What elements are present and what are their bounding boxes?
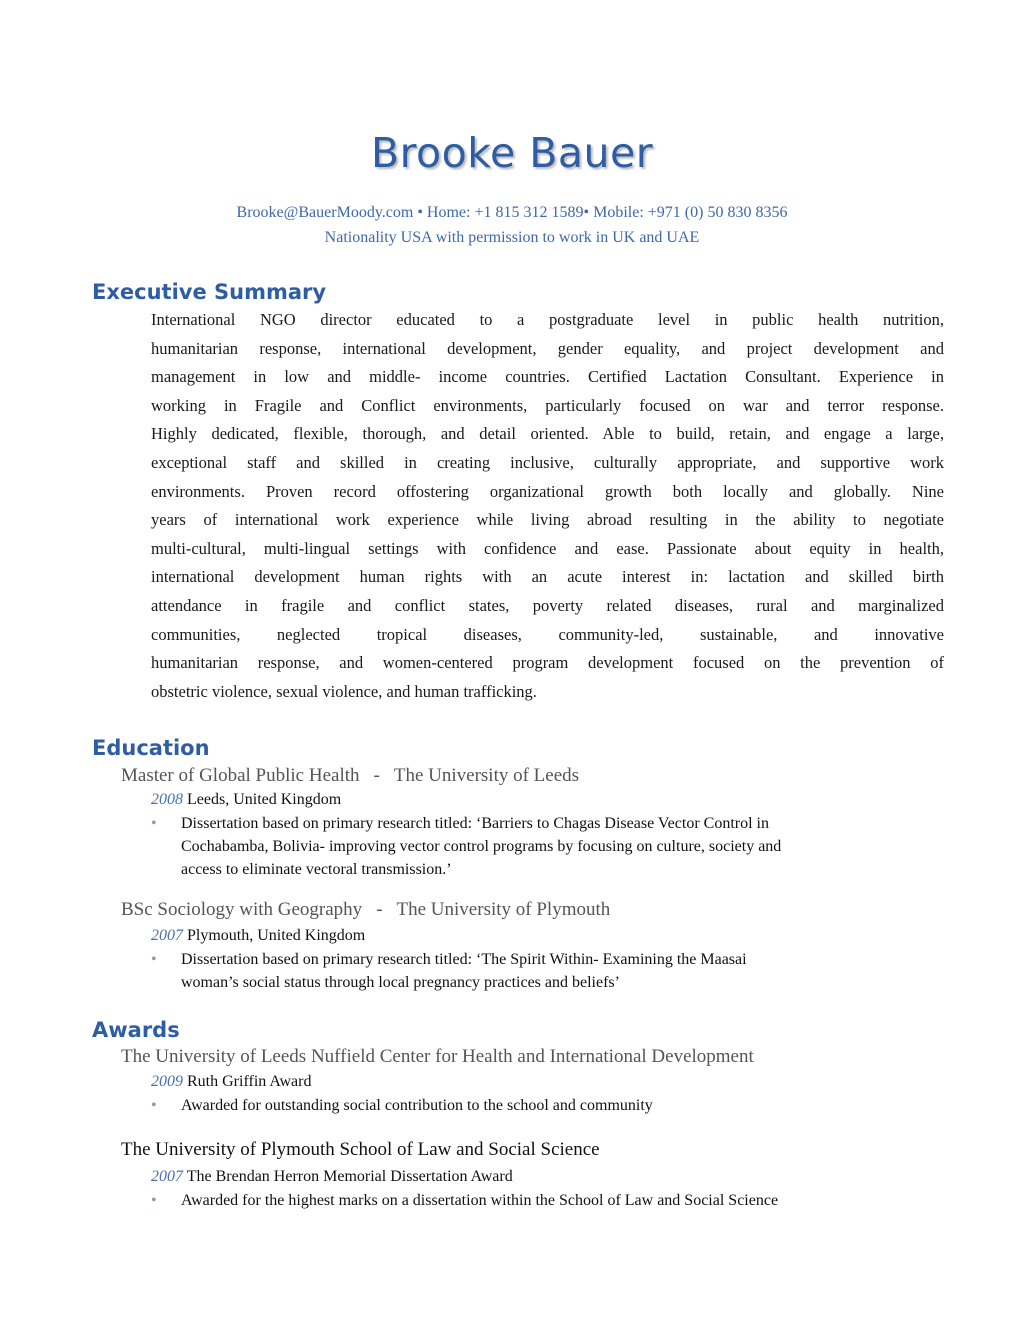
bullet-line: Awarded for outstanding social contribution to the school and community	[181, 1097, 653, 1114]
education-entry-title	[121, 764, 579, 788]
nationality-line: Nationality USA with permission to work in UK and UAE	[324, 229, 700, 246]
contact-details: Brooke@BauerMoody.com • Home: +1 815 312 1589• Mobile: +971 (0) 50 830 8356	[236, 204, 788, 221]
bullet-icon: •	[151, 1097, 157, 1114]
bullet-icon: •	[151, 1192, 157, 1209]
education-bullet	[151, 812, 781, 881]
bullet-line: access to eliminate vectoral transmission.’	[181, 861, 452, 878]
education-entry-detail	[151, 926, 365, 946]
degree-name: Master of Global Public Health	[121, 765, 360, 786]
award-bullet	[151, 1094, 653, 1117]
summary-line: obstetric violence, sexual violence, and human trafficking.	[151, 681, 537, 701]
education-entry-title	[121, 898, 610, 922]
award-bullet	[151, 1189, 778, 1212]
education-year: 2008	[151, 791, 183, 808]
institution-name: The University of Leeds	[393, 765, 580, 786]
education-entry-detail	[151, 790, 341, 810]
bullet-line: Awarded for the highest marks on a dissertation within the School of Law and Social Science	[181, 1192, 779, 1209]
institution-name: The University of Plymouth	[396, 899, 611, 920]
degree-name: BSc Sociology with Geography	[121, 899, 363, 920]
summary-line: communities, neglected tropical diseases, community-led, sustainable, and innovative	[151, 624, 944, 644]
education-location: Leeds, United Kingdom	[187, 791, 342, 808]
summary-line: humanitarian response, and women-centered program development focused on the prevention of	[151, 653, 944, 673]
summary-line: years of international work experience while living abroad resulting in the ability to negotiate	[151, 510, 944, 530]
section-heading-awards: Awards	[92, 1018, 180, 1042]
section-heading-executive-summary: Executive Summary	[92, 280, 327, 304]
bullet-line: Cochabamba, Bolivia- improving vector control programs by focusing on culture, society and	[181, 838, 782, 855]
education-location: Plymouth, United Kingdom	[187, 927, 366, 944]
education-year: 2007	[151, 927, 183, 944]
summary-line: multi-cultural, multi-lingual settings with confidence and ease. Passionate about equity in health,	[151, 538, 944, 558]
summary-line: Highly dedicated, flexible, thorough, and detail oriented. Able to build, retain, and engage a large,	[151, 424, 944, 444]
title-separator: -	[376, 899, 383, 920]
award-name: The Brendan Herron Memorial Dissertation Award	[186, 1168, 513, 1185]
award-year: 2009	[151, 1073, 183, 1090]
summary-line: environments. Proven record offostering organizational growth both locally and globally. Nine	[151, 481, 944, 501]
award-name: Ruth Griffin Award	[187, 1073, 312, 1090]
summary-line: international development human rights with an acute interest in: lactation and skilled birth	[151, 567, 944, 587]
bullet-line: woman’s social status through local pregnancy practices and beliefs’	[181, 974, 620, 991]
summary-line: humanitarian response, international development, gender equality, and project development and	[151, 338, 944, 358]
executive-summary-paragraph	[151, 306, 944, 706]
award-entry-detail	[151, 1072, 311, 1092]
summary-line: management in low and middle- income countries. Certified Lactation Consultant. Experience in	[151, 367, 944, 387]
summary-line: attendance in fragile and conflict states, poverty related diseases, rural and marginalized	[151, 595, 944, 615]
award-entry-title: The University of Leeds Nuffield Center for Health and International Development	[121, 1046, 754, 1067]
award-entry-detail	[151, 1167, 513, 1187]
award-entry-title: The University of Plymouth School of Law and Social Science	[121, 1139, 600, 1160]
candidate-name: Brooke Bauer	[370, 129, 654, 177]
bullet-icon: •	[151, 815, 157, 832]
title-separator: -	[373, 765, 380, 786]
summary-line: exceptional staff and skilled in creating inclusive, culturally appropriate, and supportive work	[151, 452, 944, 472]
education-bullet	[151, 948, 747, 994]
summary-line: working in Fragile and Conflict environments, particularly focused on war and terror response.	[151, 395, 944, 415]
summary-line: International NGO director educated to a postgraduate level in public health nutrition,	[151, 310, 944, 329]
bullet-line: Dissertation based on primary research titled: ‘The Spirit Within- Examining the Maasai	[181, 951, 747, 968]
award-year: 2007	[151, 1168, 183, 1185]
bullet-line: Dissertation based on primary research titled: ‘Barriers to Chagas Disease Vector Control in	[181, 815, 769, 832]
section-heading-education: Education	[92, 736, 210, 760]
bullet-icon: •	[151, 951, 157, 968]
